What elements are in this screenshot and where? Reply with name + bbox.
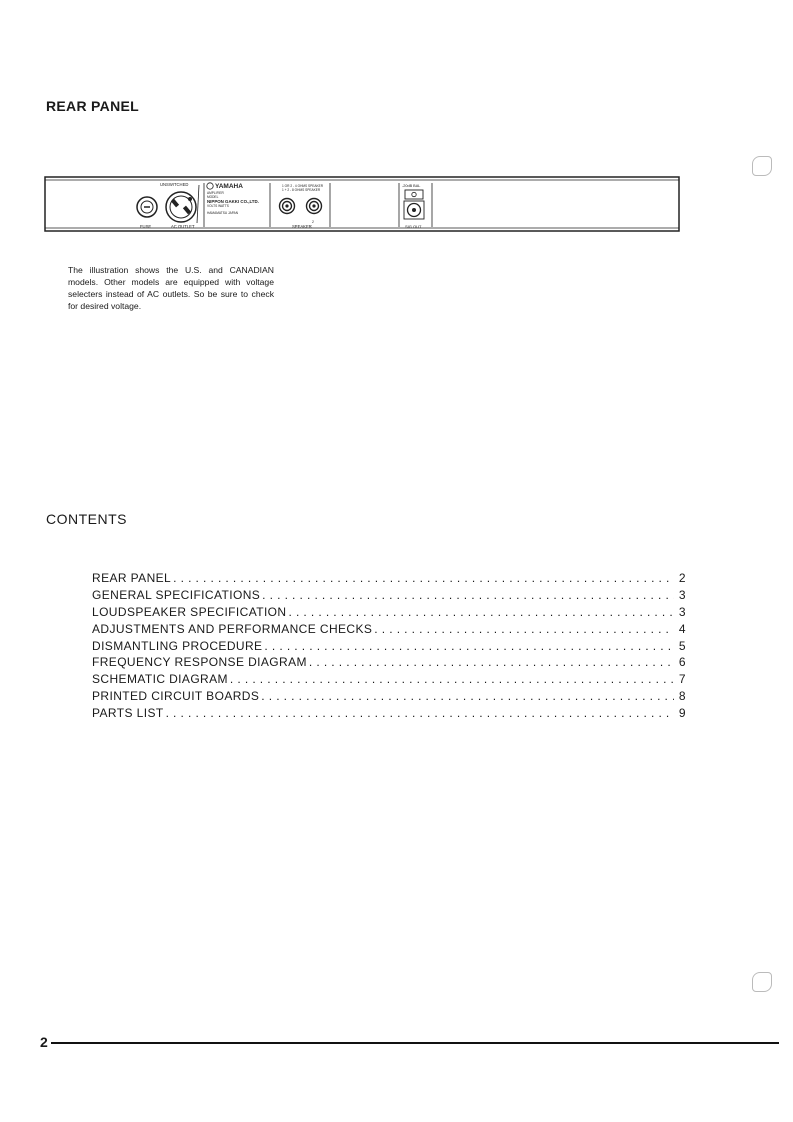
toc-row [92, 571, 686, 588]
unswitched-label: UNSWITCHED [160, 182, 189, 187]
rear-panel-heading: REAR PANEL [46, 98, 139, 114]
toc-title: ADJUSTMENTS AND PERFORMANCE CHECKS [92, 621, 373, 636]
toc-page: 2 [678, 571, 686, 585]
toc-title: FREQUENCY RESPONSE DIAGRAM [92, 655, 307, 670]
sig-out-label: SIG OUT [405, 224, 422, 229]
toc-page: 3 [678, 604, 686, 619]
binder-hole-mark [752, 156, 772, 176]
toc-title: PRINTED CIRCUIT BOARDS [92, 689, 260, 704]
nameplate-line3: VOLTS WATTS [207, 204, 229, 208]
nameplate-line2: MODEL [207, 195, 219, 199]
yamaha-brand: YAMAHA [215, 183, 243, 190]
toc-leader [166, 706, 674, 720]
toc-leader [230, 672, 674, 686]
toc-title: GENERAL SPECIFICATIONS [92, 587, 261, 602]
toc-row [92, 622, 686, 639]
toc-page: 8 [678, 689, 686, 704]
toc-title: SCHEMATIC DIAGRAM [92, 672, 228, 687]
ac-outlet-label: AC OUTLET [171, 224, 195, 229]
toc-leader [374, 622, 674, 636]
maker-label: NIPPON GAKKI CO.,LTD. [207, 199, 259, 204]
toc-row [92, 588, 686, 605]
page-number: 2 [40, 1034, 48, 1050]
nameplate-line4: HAMAMATSU JAPAN [207, 211, 239, 215]
table-of-contents [92, 571, 686, 723]
toc-row [92, 655, 686, 672]
nameplate-line1: AMPLIFIER [207, 191, 224, 195]
toc-leader [261, 689, 674, 703]
toc-row [92, 639, 686, 656]
toc-page: 9 [678, 706, 686, 721]
toc-leader [264, 639, 674, 653]
toc-title: PARTS LIST [92, 706, 164, 721]
toc-page: 7 [678, 672, 686, 687]
toc-title: REAR PANEL [92, 571, 172, 585]
toc-row [92, 689, 686, 706]
toc-row [92, 605, 686, 622]
toc-page: 6 [678, 655, 686, 670]
toc-leader [262, 588, 674, 602]
speaker-spec-1: 1 OR 2 - 4 OHMS SPEAKER [282, 184, 324, 188]
speaker-label: SPEAKER [292, 224, 312, 229]
toc-title: DISMANTLING PROCEDURE [92, 638, 263, 653]
speaker-spec-2: 1 + 2 - 8 OHMS SPEAKER [282, 188, 321, 192]
toc-page: 5 [678, 638, 686, 653]
dbv-label: -20dB BAL [402, 184, 421, 188]
toc-leader [288, 605, 674, 619]
toc-page: 3 [678, 587, 686, 602]
speaker-number: 2 [312, 220, 314, 224]
toc-row [92, 672, 686, 689]
toc-title: LOUDSPEAKER SPECIFICATION [92, 604, 287, 619]
binder-hole-mark [752, 972, 772, 992]
rear-panel-illustration [44, 175, 680, 233]
footer-rule [51, 1042, 779, 1044]
contents-heading: CONTENTS [46, 511, 127, 527]
rear-panel-caption: The illustration shows the U.S. and CANADIAN models. Other models are equipped with voltage selecters instead of AC outlets. So be sure to check for desired voltage. [68, 265, 274, 311]
toc-leader [173, 571, 674, 585]
toc-page: 4 [678, 621, 686, 636]
fuse-label: FUSE [140, 224, 152, 229]
toc-row [92, 706, 686, 723]
toc-leader [309, 655, 674, 669]
